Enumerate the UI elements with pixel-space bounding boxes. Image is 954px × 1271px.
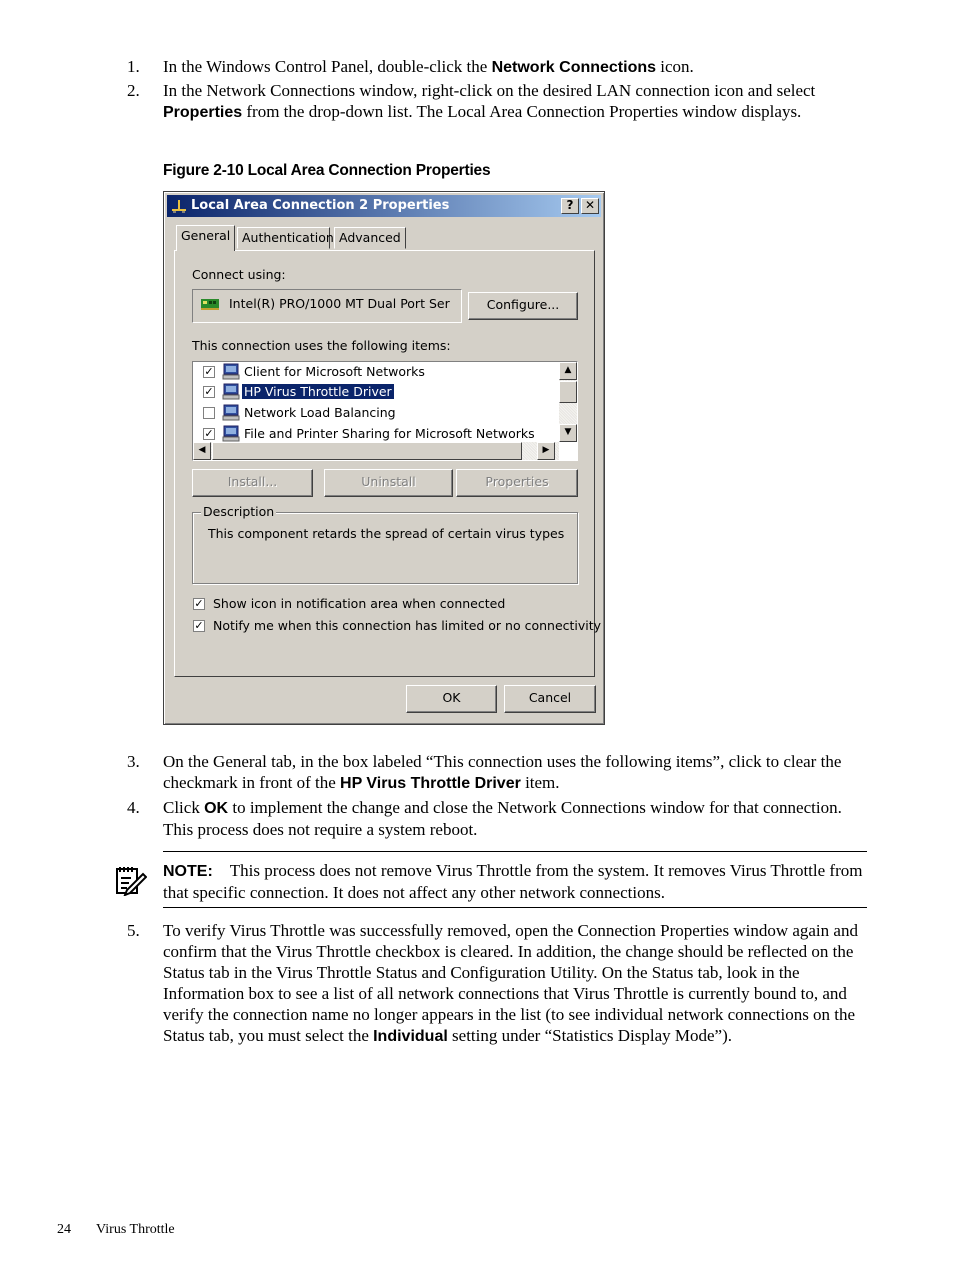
scroll-h-thumb[interactable]	[212, 442, 522, 460]
step-number: 4.	[127, 798, 140, 817]
components-list[interactable]	[192, 361, 578, 461]
items-label: This connection uses the following items:	[192, 338, 451, 353]
step-text: To verify Virus Throttle was successfully removed, open the Connection Properties window again and confirm that the Virus Throttle checkbox is cleared. In addition, the change should be reflected on the Status tab in the Virus Throttle Status and Configuration Utility. On the Status tab, look in the Information box to see a list of all network connections that Virus Throttle is currently bound to, and verify the connection name no longer appears in the list (to see individual network connections on the Status tab, you must select the Individual setting under “Statistics Display Mode”).	[163, 921, 858, 1045]
tab-general[interactable]: General	[176, 225, 235, 251]
note-top-rule	[163, 851, 867, 852]
item-label: Network Load Balancing	[244, 405, 396, 420]
step-text: Click OK to implement the change and close the Network Connections window for that connection. This process does not require a system reboot.	[163, 798, 842, 839]
step-text: On the General tab, in the box labeled “This connection uses the following items”, click to clear the checkmark in front of the HP Virus Throttle Driver item.	[163, 752, 842, 792]
item-label: File and Printer Sharing for Microsoft Networks	[244, 426, 535, 441]
scroll-thumb[interactable]	[559, 381, 577, 403]
network-card-icon	[201, 297, 221, 311]
step-number: 5.	[127, 921, 140, 940]
scroll-left-button[interactable]: ◀	[193, 442, 211, 460]
note-text: NOTE: This process does not remove Virus Throttle from the system. It removes Virus Throttle from that specific connection. It does not affect any other network connections.	[163, 861, 863, 902]
note-bottom-rule	[163, 907, 867, 908]
list-item[interactable]	[193, 403, 553, 423]
adapter-field	[192, 289, 462, 323]
computer-icon	[222, 404, 240, 421]
item-checkbox[interactable]	[203, 407, 215, 419]
properties-dialog	[163, 191, 605, 725]
step-text: In the Network Connections window, right-click on the desired LAN connection icon and select Properties from the drop-down list. The Local Area Connection Properties window displays.	[163, 81, 816, 121]
step-text: In the Windows Control Panel, double-click the Network Connections icon.	[163, 57, 694, 76]
page-number: 24	[57, 1222, 71, 1237]
item-label: HP Virus Throttle Driver	[244, 384, 392, 399]
cancel-button[interactable]: Cancel	[504, 685, 596, 713]
computer-icon	[222, 383, 240, 400]
step-number: 2.	[127, 81, 140, 100]
close-button[interactable]: ✕	[581, 198, 599, 214]
configure-button[interactable]: Configure...	[468, 292, 578, 320]
dialog-title: Local Area Connection 2 Properties	[191, 198, 450, 213]
note-icon	[113, 864, 147, 896]
step-number: 3.	[127, 752, 140, 771]
show-icon-checkbox[interactable]: ✓	[194, 597, 204, 610]
description-group	[192, 504, 578, 584]
adapter-name: Intel(R) PRO/1000 MT Dual Port Ser	[229, 296, 450, 311]
notify-checkbox[interactable]: ✓	[194, 619, 204, 632]
list-item[interactable]	[193, 362, 553, 382]
notify-label[interactable]: Notify me when this connection has limited or no connectivity	[213, 618, 602, 633]
description-text: This component retards the spread of certain virus types	[208, 526, 565, 541]
uninstall-button[interactable]: Uninstall	[324, 469, 453, 497]
footer-title: Virus Throttle	[96, 1222, 175, 1237]
figure-caption: Figure 2-10 Local Area Connection Properties	[163, 162, 491, 179]
ok-button[interactable]: OK	[406, 685, 497, 713]
computer-icon	[222, 363, 240, 380]
list-item[interactable]	[193, 424, 553, 444]
list-item[interactable]	[193, 382, 553, 402]
scroll-right-button[interactable]: ▶	[537, 442, 555, 460]
properties-button[interactable]: Properties	[456, 469, 578, 497]
show-icon-label[interactable]: Show icon in notification area when connected	[213, 596, 506, 611]
scroll-down-button[interactable]: ▼	[559, 424, 577, 442]
help-button[interactable]: ?	[561, 198, 579, 214]
tab-advanced[interactable]: Advanced	[334, 227, 406, 249]
note-label: NOTE:	[163, 863, 213, 880]
title-bar	[167, 195, 601, 217]
item-checkbox[interactable]: ✓	[204, 427, 214, 440]
computer-icon	[222, 425, 240, 442]
item-checkbox[interactable]: ✓	[204, 365, 214, 378]
scroll-up-button[interactable]: ▲	[559, 362, 577, 380]
connect-using-label: Connect using:	[192, 267, 286, 282]
network-connection-icon	[171, 198, 187, 214]
install-button[interactable]: Install...	[192, 469, 313, 497]
tab-authentication[interactable]: Authentication	[237, 227, 330, 249]
step-number: 1.	[127, 57, 140, 76]
description-label: Description	[203, 504, 275, 519]
item-checkbox[interactable]: ✓	[204, 385, 214, 398]
item-label: Client for Microsoft Networks	[244, 364, 425, 379]
